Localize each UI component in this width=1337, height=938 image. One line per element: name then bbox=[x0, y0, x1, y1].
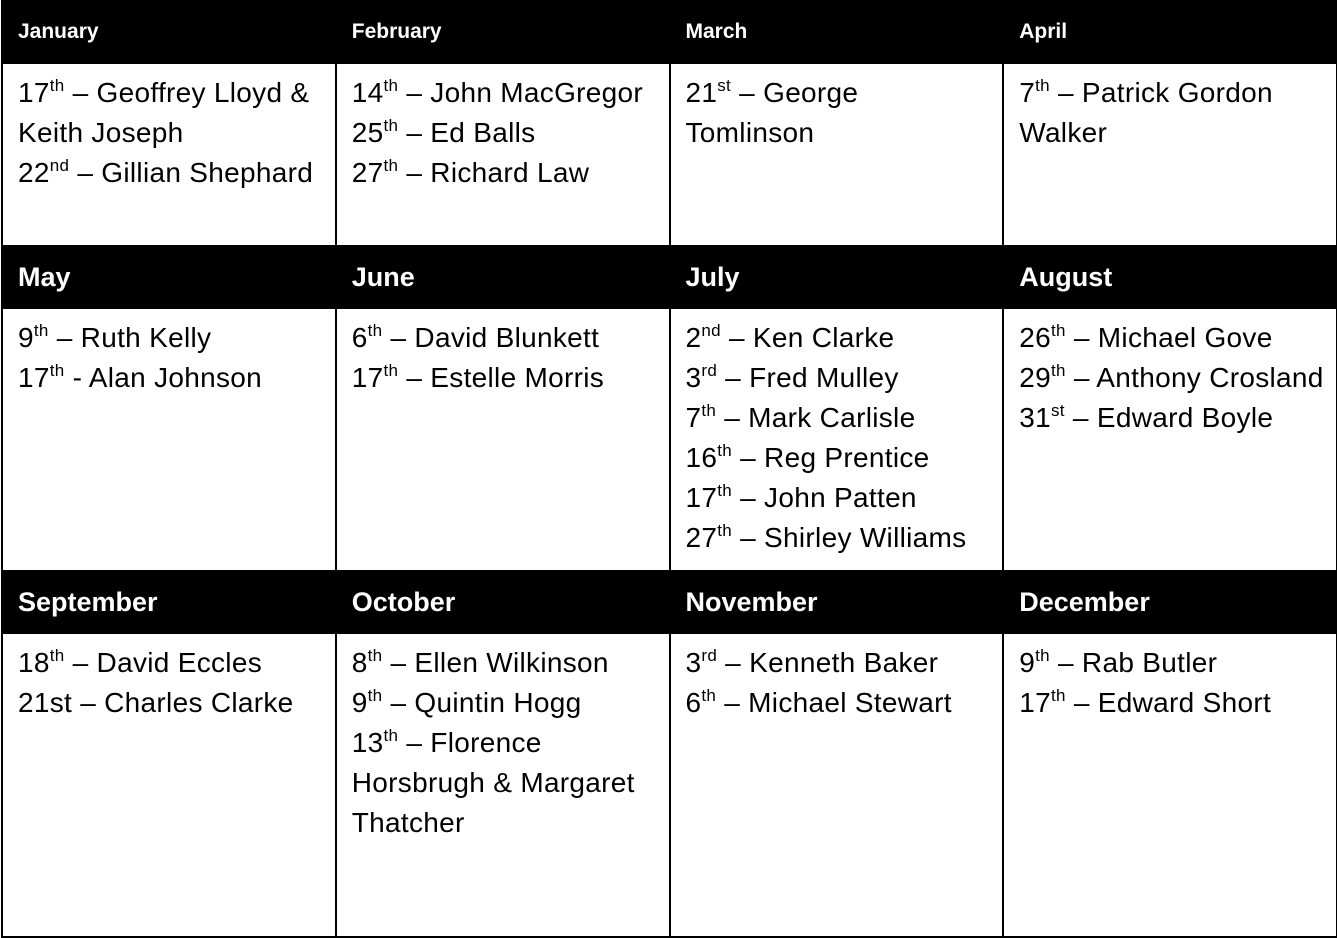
entry-day: 25 bbox=[351, 117, 384, 148]
entry-day: 7 bbox=[1019, 77, 1036, 108]
entry-day-suffix: th bbox=[383, 76, 399, 95]
entry-day-suffix: th bbox=[717, 481, 733, 500]
month-header-march: March bbox=[670, 1, 1004, 63]
month-cell-march bbox=[670, 63, 1004, 246]
month-header-september: September bbox=[2, 571, 336, 633]
birthday-entry bbox=[686, 358, 993, 398]
entry-name: – Geoffrey Lloyd & Keith Joseph bbox=[18, 77, 310, 148]
entry-day-suffix: nd bbox=[49, 156, 70, 175]
entry-day-suffix: th bbox=[49, 76, 65, 95]
birthday-entry bbox=[18, 358, 325, 398]
entry-day: 17 bbox=[685, 482, 718, 513]
month-cell-may bbox=[2, 308, 336, 571]
entries-row bbox=[2, 308, 1337, 571]
entry-day-suffix: th bbox=[1035, 646, 1050, 665]
entry-day: 26 bbox=[1019, 322, 1051, 353]
entries-row bbox=[2, 633, 1337, 937]
birthday-entry bbox=[18, 683, 325, 723]
month-cell-october bbox=[336, 633, 670, 937]
entry-day: 3 bbox=[685, 647, 702, 678]
entry-day: 22 bbox=[18, 157, 50, 188]
entry-name: – George Tomlinson bbox=[685, 77, 859, 148]
birthday-entry bbox=[1019, 358, 1326, 398]
entry-name: – Edward Short bbox=[1065, 687, 1272, 718]
entry-name: – Shirley Williams bbox=[732, 522, 967, 553]
entry-name: – Richard Law bbox=[398, 157, 590, 188]
entry-name: – Ken Clarke bbox=[720, 322, 895, 353]
month-cell-september bbox=[2, 633, 336, 937]
entry-day-suffix: st bbox=[717, 76, 732, 95]
month-header-row bbox=[2, 246, 1337, 308]
entry-day-suffix: th bbox=[367, 321, 383, 340]
month-header-row bbox=[2, 571, 1337, 633]
entry-day-suffix: th bbox=[701, 686, 717, 705]
birthday-entry bbox=[686, 643, 993, 683]
entry-day: 3 bbox=[685, 362, 702, 393]
entry-name: – Rab Butler bbox=[1049, 647, 1218, 678]
entry-day-suffix: th bbox=[367, 646, 383, 665]
month-header-january: January bbox=[2, 1, 336, 63]
entry-day: 17 bbox=[18, 362, 50, 393]
birthday-entry bbox=[1019, 683, 1326, 723]
entry-day-suffix: st bbox=[1051, 401, 1065, 420]
entry-day: 9 bbox=[1019, 647, 1036, 678]
birthday-entry bbox=[352, 643, 659, 683]
entry-day-suffix: th bbox=[367, 686, 383, 705]
month-header-august: August bbox=[1003, 246, 1337, 308]
entry-name: – John Patten bbox=[732, 482, 917, 513]
entry-day: 9 bbox=[351, 687, 368, 718]
entry-name: – Charles Clarke bbox=[72, 687, 294, 718]
month-header-november: November bbox=[670, 571, 1004, 633]
month-header-april: April bbox=[1003, 1, 1337, 63]
birthday-entry bbox=[18, 318, 325, 358]
birthday-entry bbox=[18, 73, 325, 153]
entry-name: – Ellen Wilkinson bbox=[382, 647, 609, 678]
entry-day-suffix: th bbox=[1051, 361, 1066, 380]
birthday-entry bbox=[352, 113, 659, 153]
entry-day: 21 bbox=[685, 77, 718, 108]
month-cell-june bbox=[336, 308, 670, 571]
month-header-december: December bbox=[1003, 571, 1337, 633]
entry-name: – Michael Gove bbox=[1065, 322, 1273, 353]
entry-day: 18 bbox=[18, 647, 50, 678]
entry-day-suffix: rd bbox=[701, 361, 718, 380]
entry-name: – Edward Boyle bbox=[1064, 402, 1274, 433]
entry-day: 6 bbox=[685, 687, 702, 718]
month-header-february: February bbox=[336, 1, 670, 63]
entry-day-suffix: th bbox=[717, 521, 733, 540]
entry-day-suffix: th bbox=[1051, 321, 1066, 340]
entry-name: – Ruth Kelly bbox=[48, 322, 212, 353]
entry-day-suffix: th bbox=[383, 726, 399, 745]
entry-day: 6 bbox=[351, 322, 368, 353]
entry-name: – Gillian Shephard bbox=[69, 157, 314, 188]
entry-day: 7 bbox=[685, 402, 702, 433]
entry-name: – John MacGregor bbox=[398, 77, 644, 108]
entry-day-suffix: th bbox=[1035, 76, 1050, 95]
month-cell-february bbox=[336, 63, 670, 246]
entry-day-suffix: th bbox=[383, 156, 399, 175]
entry-day: 29 bbox=[1019, 362, 1051, 393]
entry-name: – Patrick Gordon Walker bbox=[1019, 77, 1273, 148]
birthday-entry bbox=[18, 643, 325, 683]
entry-day-suffix: th bbox=[49, 646, 65, 665]
birthday-entry bbox=[352, 73, 659, 113]
entry-name: - Alan Johnson bbox=[64, 362, 263, 393]
entry-day: 13 bbox=[351, 727, 384, 758]
entry-day: 27 bbox=[685, 522, 718, 553]
month-cell-april bbox=[1003, 63, 1337, 246]
month-cell-january bbox=[2, 63, 336, 246]
entry-day-suffix: th bbox=[383, 116, 399, 135]
entry-day-suffix: th bbox=[49, 361, 65, 380]
entry-day-suffix: rd bbox=[701, 646, 718, 665]
birthday-entry bbox=[1019, 73, 1326, 153]
birthday-calendar-table bbox=[1, 0, 1337, 938]
entry-day: 17 bbox=[18, 77, 50, 108]
birthday-entry bbox=[686, 73, 993, 153]
birthday-entry bbox=[686, 683, 993, 723]
entry-name: – David Eccles bbox=[64, 647, 262, 678]
entry-name: – Mark Carlisle bbox=[716, 402, 916, 433]
entry-day: 14 bbox=[351, 77, 384, 108]
entry-day: 2 bbox=[685, 322, 702, 353]
entry-day: 9 bbox=[18, 322, 34, 353]
entry-day-suffix: th bbox=[717, 441, 733, 460]
entry-day: 17 bbox=[1019, 687, 1051, 718]
month-header-may: May bbox=[2, 246, 336, 308]
entry-name: – Michael Stewart bbox=[716, 687, 952, 718]
month-header-row bbox=[2, 1, 1337, 63]
entry-name: – Fred Mulley bbox=[717, 362, 899, 393]
entries-row bbox=[2, 63, 1337, 246]
entry-name: – Reg Prentice bbox=[732, 442, 930, 473]
birthday-entry bbox=[686, 478, 993, 518]
month-header-july: July bbox=[670, 246, 1004, 308]
birthday-entry bbox=[352, 683, 659, 723]
entry-name: – Ed Balls bbox=[398, 117, 536, 148]
entry-day: 21st bbox=[18, 687, 73, 718]
birthday-entry bbox=[352, 318, 659, 358]
entry-day: 27 bbox=[351, 157, 384, 188]
entry-day-suffix: th bbox=[701, 401, 717, 420]
entry-name: – Florence Horsbrugh & Margaret Thatcher bbox=[351, 727, 635, 838]
month-header-october: October bbox=[336, 571, 670, 633]
entry-name: – Estelle Morris bbox=[398, 362, 605, 393]
entry-name: – Anthony Crosland bbox=[1065, 362, 1324, 393]
entry-day-suffix: th bbox=[383, 361, 399, 380]
birthday-entry bbox=[686, 518, 993, 558]
birthday-entry bbox=[1019, 398, 1326, 438]
month-cell-august bbox=[1003, 308, 1337, 571]
entry-name: – Quintin Hogg bbox=[382, 687, 582, 718]
birthday-entry bbox=[686, 398, 993, 438]
entry-day-suffix: th bbox=[1051, 686, 1066, 705]
birthday-entry bbox=[686, 318, 993, 358]
birthday-entry bbox=[352, 723, 659, 843]
month-cell-november bbox=[670, 633, 1004, 937]
entry-day-suffix: nd bbox=[701, 321, 721, 340]
entry-day: 31 bbox=[1019, 402, 1051, 433]
birthday-entry bbox=[686, 438, 993, 478]
month-header-june: June bbox=[336, 246, 670, 308]
birthday-entry bbox=[18, 153, 325, 193]
birthday-entry bbox=[1019, 643, 1326, 683]
entry-day-suffix: th bbox=[33, 321, 49, 340]
month-cell-december bbox=[1003, 633, 1337, 937]
birthday-entry bbox=[352, 153, 659, 193]
entry-day: 16 bbox=[685, 442, 718, 473]
entry-day: 8 bbox=[351, 647, 368, 678]
entry-name: – Kenneth Baker bbox=[717, 647, 939, 678]
birthday-entry bbox=[1019, 318, 1326, 358]
birthday-entry bbox=[352, 358, 659, 398]
entry-day: 17 bbox=[351, 362, 384, 393]
month-cell-july bbox=[670, 308, 1004, 571]
entry-name: – David Blunkett bbox=[382, 322, 600, 353]
